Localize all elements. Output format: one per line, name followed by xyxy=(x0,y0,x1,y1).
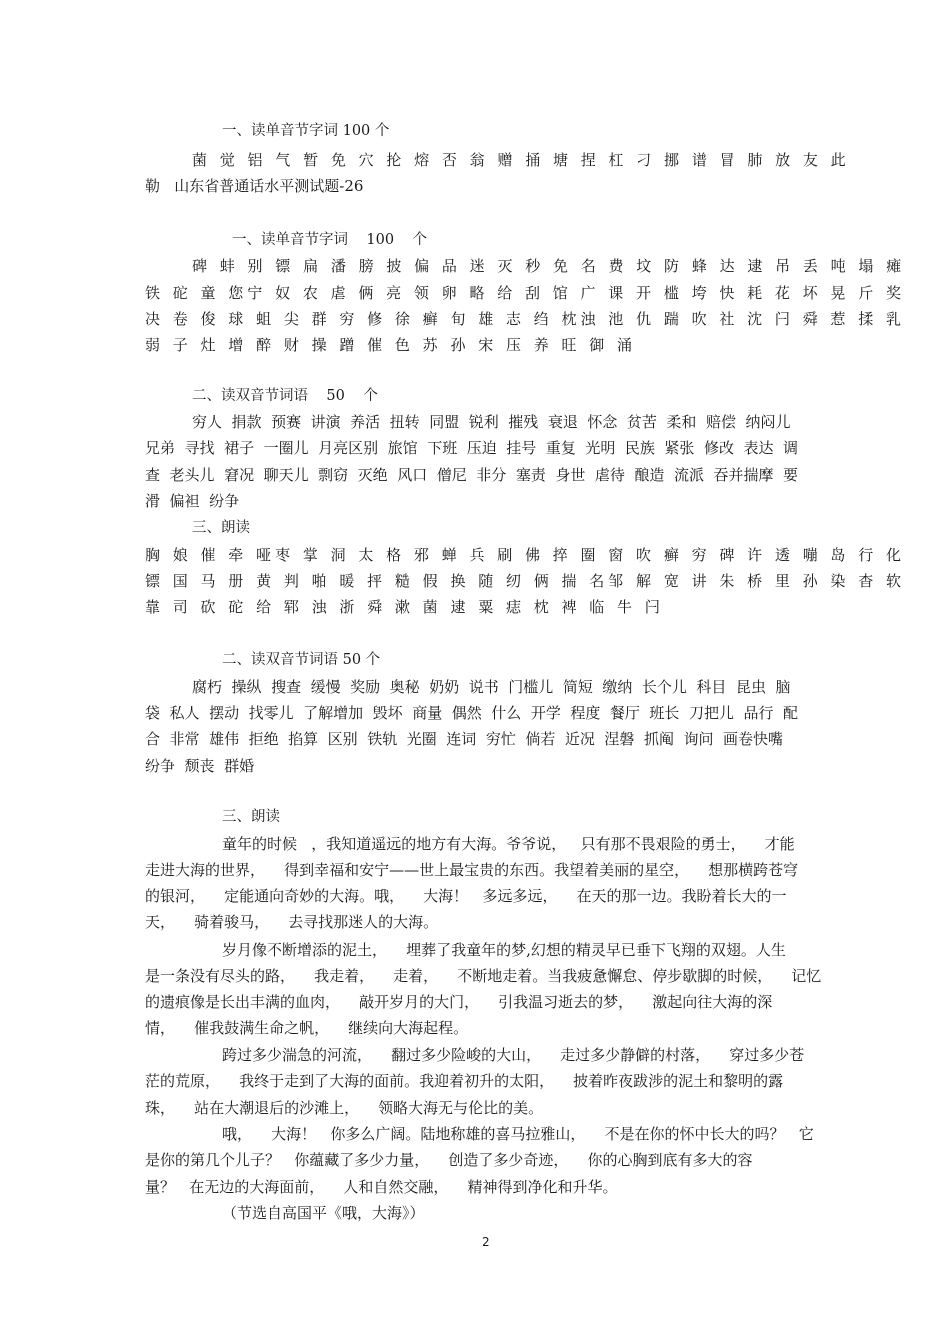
text-line: 合 非常 雄伟 拒绝 掐算 区别 铁轨 光圈 连词 穷忙 倘若 近况 涅磐 抓阄 询问 画卷快嘴 xyxy=(145,730,784,748)
section-heading: 二、读双音节词语 50 个 xyxy=(222,652,381,668)
text-line: 情， 催我鼓满生命之帆， 继续向大海起程。 xyxy=(145,1019,469,1037)
text-line: 靠 司 砍 砣 给 郓 浊 浙 舜 漱 菌 逮 粟 痣 枕 裨 临 牛 闩 xyxy=(145,598,664,616)
section-heading: 一、读单音节字词 100 个 xyxy=(222,123,390,139)
text-line: 量？ 在无边的大海面前， 人和自然交融， 精神得到净化和升华。 xyxy=(145,1178,618,1196)
text-line: 铁 砣 童 您宁 奴 农 虐 俩 亮 领 卵 略 给 刮 馆 广 课 开 槛 垮 快 耗 花 坏 晃 斤 奖 xyxy=(145,284,905,302)
text-line: 纷争 颓丧 群婚 xyxy=(145,757,255,775)
section-heading: 三、朗读 xyxy=(192,520,250,536)
text-line: 决 卷 俊 球 蛆 尖 群 穷 修 徐 癣 旬 雄 志 绉 枕浊 池 仇 踹 吹 社 沈 闩 舜 惹 揉 乳 xyxy=(145,310,905,328)
text-line: 天， 骑着骏马， 去寻找那迷人的大海。 xyxy=(145,913,439,931)
text-line: 珠， 站在大潮退后的沙滩上， 领略大海无与伦比的美。 xyxy=(145,1099,544,1117)
text-line: 穷人 捐款 预赛 讲演 养活 扭转 同盟 锐利 摧残 衰退 怀念 贫苦 柔和 赔偿 纳闷儿 xyxy=(192,413,791,431)
text-line: 的遗痕像是长出丰满的血肉， 敲开岁月的大门， 引我温习逝去的梦， 激起向往大海的深 xyxy=(145,993,773,1011)
text-line: 兄弟 寻找 裙子 一圈儿 月亮区别 旅馆 下班 压迫 挂号 重复 光明 民族 紧张 修改 表达 调 xyxy=(145,439,799,457)
text-line: 的银河， 定能通向奇妙的大海。哦， 大海！ 多远多远， 在天的那一边。我盼着长大的一 xyxy=(145,887,787,905)
text-line: 勒 山东省普通话水平测试题-26 xyxy=(145,177,364,195)
text-line: 腐朽 操纵 搜查 缓慢 奖励 奥秘 奶奶 说书 门槛儿 简短 缴纳 长个儿 科目 昆虫 脑 xyxy=(192,678,791,696)
text-line: 跨过多少湍急的河流， 翻过多少险峻的大山， 走过多少静僻的村落， 穿过多少苍 xyxy=(222,1046,805,1064)
section-heading: 二、读双音节词语 50 个 xyxy=(192,388,378,404)
text-line: 哦， 大海！ 你多么广阔。陆地称雄的喜马拉雅山， 不是在你的怀中长大的吗？ 它 xyxy=(222,1125,814,1143)
text-line: 童年的时候 ，我知道遥远的地方有大海。爷爷说， 只有那不畏艰险的勇士， 才能 xyxy=(222,835,795,853)
text-line: 走进大海的世界， 得到幸福和安宁——世上最宝贵的东西。我望着美丽的星空， 想那横跨苍穹 xyxy=(145,861,799,879)
text-line: 查 老头儿 窘况 聊天儿 剽窃 灭绝 风口 僧尼 非分 塞责 身世 虐待 酿造 流派 吞并揣摩 要 xyxy=(145,466,799,484)
text-line: 胸 娘 催 牵 哑枣 掌 洞 太 格 邪 蝉 兵 刷 佛 捽 圈 窗 吹 癣 穷 碑 许 透 嘣 岛 行 化 xyxy=(145,546,905,564)
text-line: 滑 偏袒 纷争 xyxy=(145,492,240,510)
text-line: 菌 觉 铝 气 暂 免 穴 抡 熔 否 翁 赠 捅 塘 捏 杠 刁 挪 谱 冒 肺 放 友 此 xyxy=(192,151,850,169)
page-number: 2 xyxy=(482,1235,490,1249)
text-line: 是你的第几个儿子？ 你蕴藏了多少力量， 创造了多少奇迹， 你的心胸到底有多大的容 xyxy=(145,1151,753,1169)
section-heading: 一、读单音节字词 100 个 xyxy=(232,232,428,248)
text-line: 茫的荒原， 我终于走到了大海的面前。我迎着初升的太阳， 披着昨夜跋涉的泥土和黎明的露 xyxy=(145,1072,784,1090)
text-line: 是一条没有尽头的路， 我走着， 走着， 不断地走着。当我疲惫懈怠、停步歇脚的时候， 记忆 xyxy=(145,967,822,985)
text-line: 岁月像不断增添的泥土， 埋葬了我童年的梦,幻想的精灵早已垂下飞翔的双翅。人生 xyxy=(222,941,786,959)
text-line: 袋 私人 摆动 找零儿 了解增加 毁坏 商量 偶然 什么 开学 程度 餐厅 班长 刀把儿 品行 配 xyxy=(145,704,799,722)
text-line: 弱 子 灶 增 醉 财 操 蹭 催 色 苏 孙 宋 压 养 旺 御 涌 xyxy=(145,336,637,354)
text-line: 碑 蚌 别 镖 扁 潘 膀 披 偏 品 迷 灭 秒 免 名 费 坟 防 蜂 达 逮 吊 丢 吨 塌 瘫 xyxy=(192,257,906,275)
section-heading: 三、朗读 xyxy=(222,809,280,825)
text-line: 镖 国 马 册 黄 判 啪 暖 抨 糙 假 换 随 纫 俩 揣 名邹 解 宽 讲 朱 桥 里 孙 染 杳 软 xyxy=(145,572,905,590)
source-citation: （节选自高国平《哦，大海》） xyxy=(222,1204,425,1222)
